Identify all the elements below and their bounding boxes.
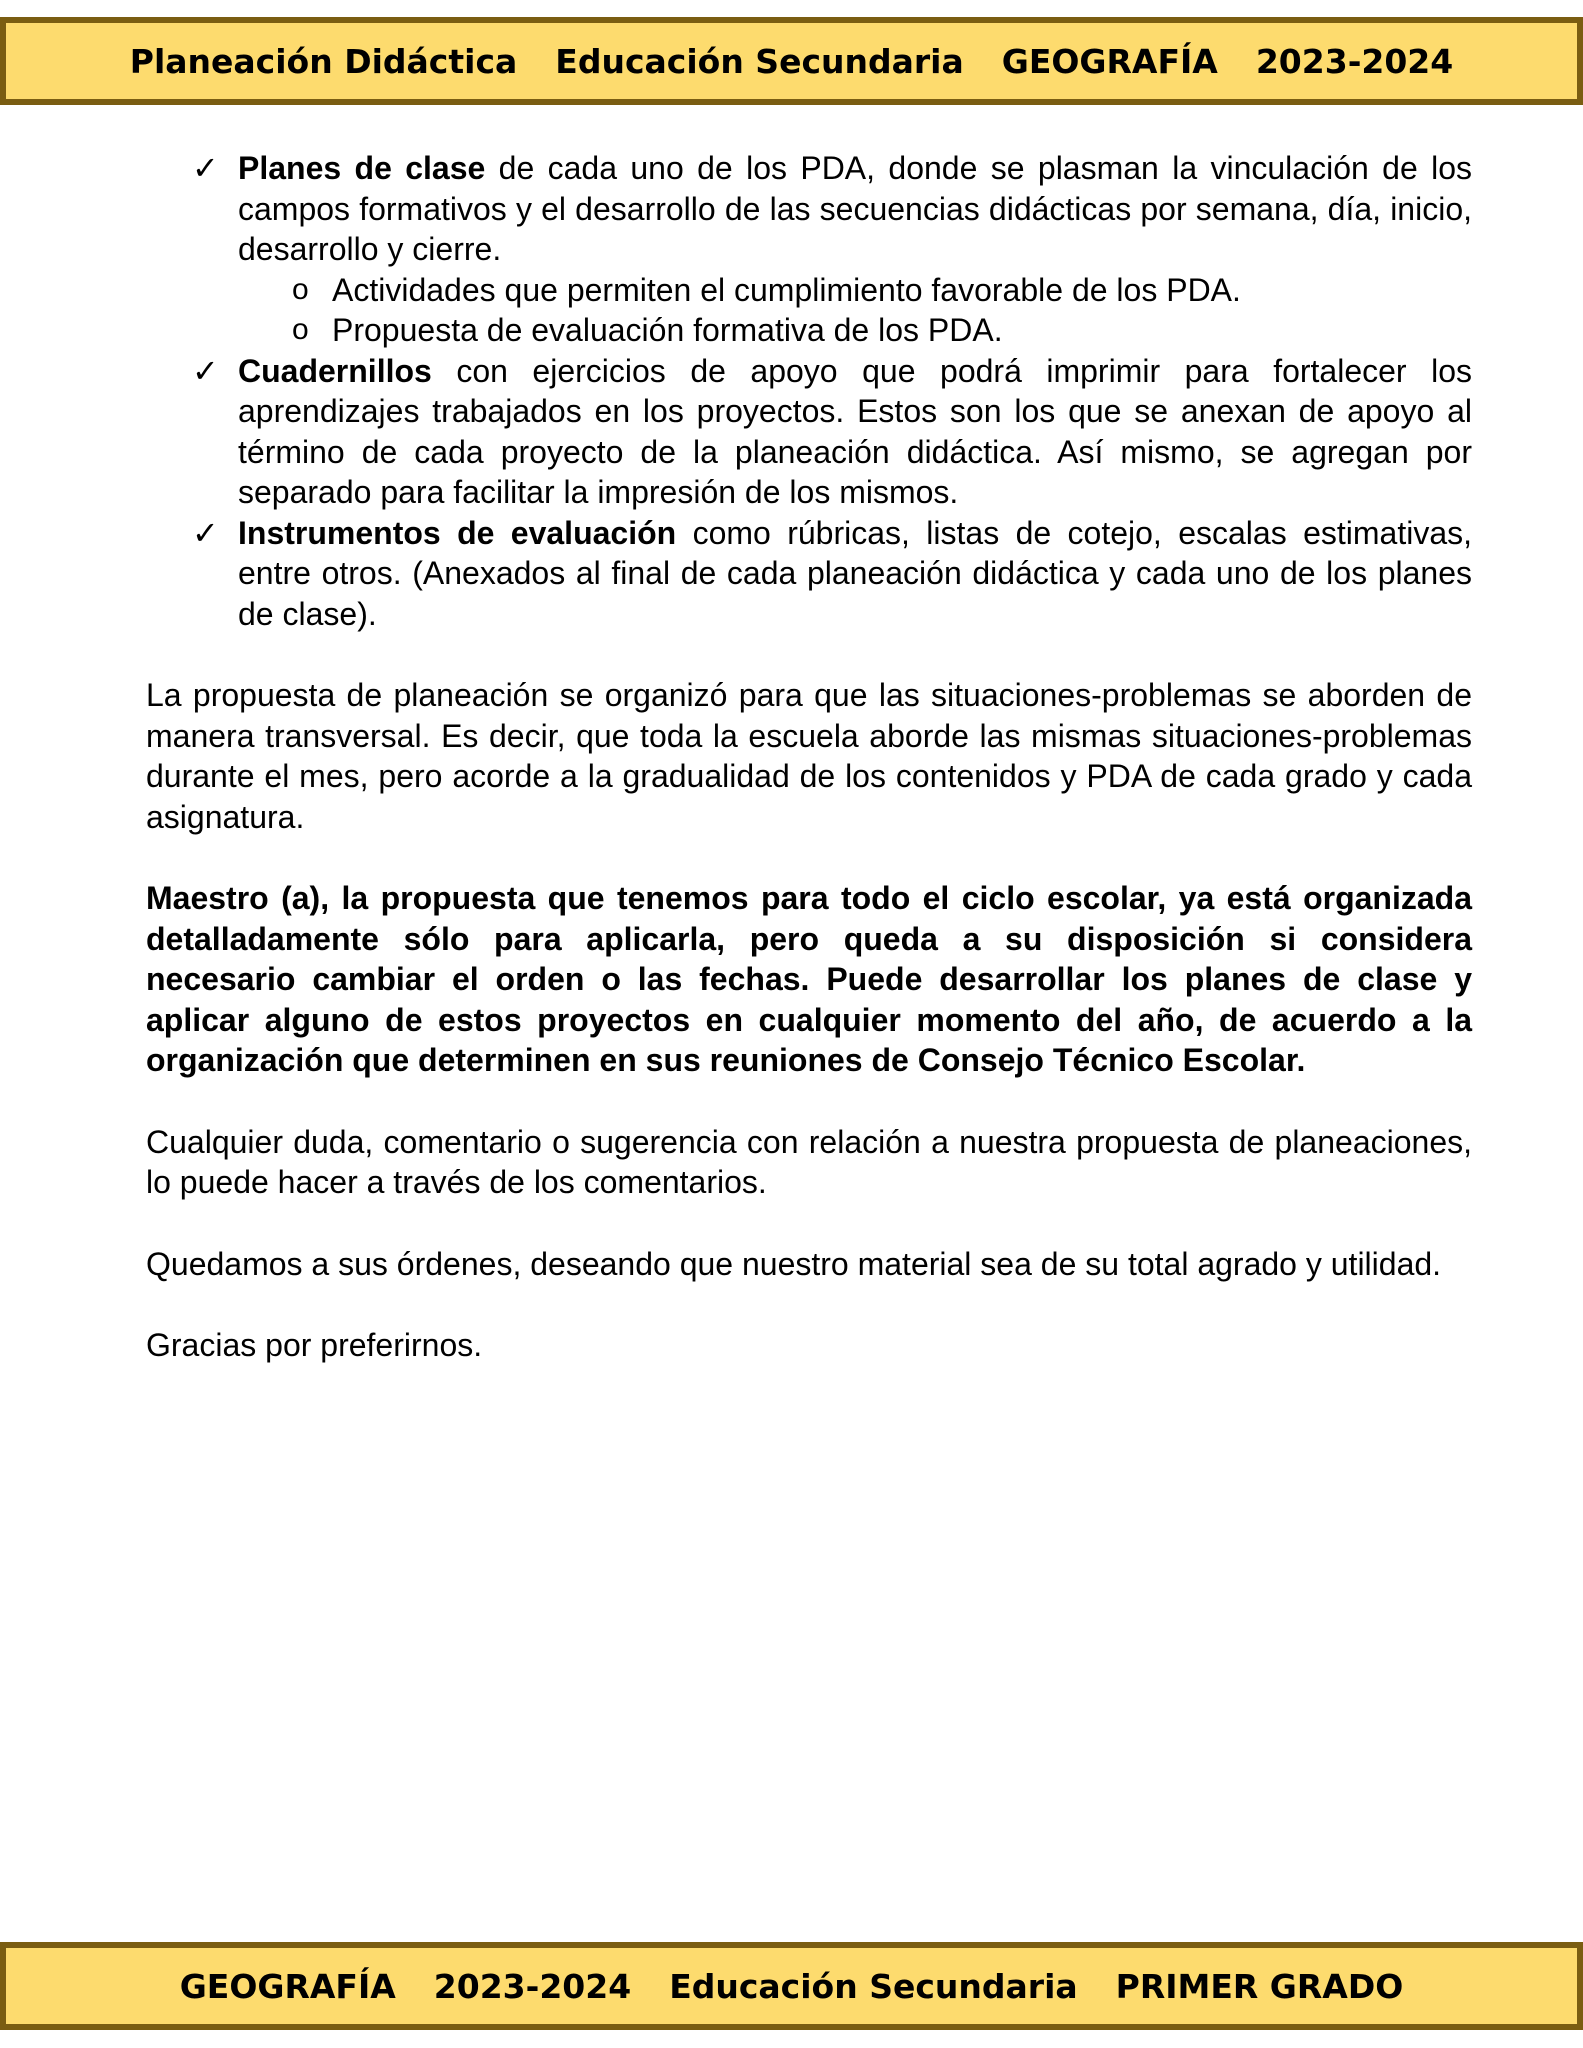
header-subject: GEOGRAFÍA	[1001, 41, 1218, 81]
sub-list-item	[238, 270, 1472, 311]
footer-grade: PRIMER GRADO	[1115, 1966, 1404, 2006]
footer-year: 2023-2024	[433, 1966, 632, 2006]
sub-item-text: Actividades que permiten el cumplimiento favorable de los PDA.	[332, 271, 1241, 308]
item-text: con ejercicios de apoyo que podrá imprimir para fortalecer los aprendizajes trabajados en los proyectos. Estos son los que se anexan de apoyo al término de cada proyecto de la planeación didáctica. Así mismo, se agregan por separado para facilitar la impresión de los mismos.	[238, 352, 1472, 510]
header-level: Educación Secundaria	[555, 41, 964, 81]
list-item	[146, 513, 1472, 635]
page-header	[0, 17, 1583, 105]
item-text: como rúbricas, listas de cotejo, escalas estimativas, entre otros. (Anexados al final de cada planeación didáctica y cada uno de los planes de clase).	[238, 514, 1473, 632]
sub-list	[238, 270, 1472, 351]
check-mark-icon: ✓	[192, 514, 219, 551]
item-title: Cuadernillos	[238, 352, 432, 389]
checklist	[146, 148, 1472, 634]
sub-item-text: Propuesta de evaluación formativa de los PDA.	[332, 312, 1003, 348]
header-year: 2023-2024	[1255, 41, 1454, 81]
paragraph: Cualquier duda, comentario o sugerencia con relación a nuestra propuesta de planeaciones, lo puede hacer a través de los comentarios.	[146, 1123, 1472, 1200]
paragraph: La propuesta de planeación se organizó para que las situaciones-problemas se aborden de manera transversal. Es decir, que toda la escuela aborde las mismas situaciones-problemas durante el mes, pero acorde a la gradualidad de los contenidos y PDA de cada grado y cada asignatura.	[146, 677, 1472, 835]
header-title: Planeación Didáctica	[129, 41, 518, 81]
item-text: de cada uno de los PDA, donde se plasman la vinculación de los campos formativos y el desarrollo de las secuencias didácticas por semana, día, inicio, desarrollo y cierre.	[238, 150, 1472, 267]
circle-bullet-icon: o	[292, 313, 309, 346]
page-footer	[0, 1942, 1583, 2030]
document-body	[146, 148, 1472, 1366]
paragraph: Quedamos a sus órdenes, deseando que nuestro material sea de su total agrado y utilidad.	[146, 1245, 1442, 1282]
footer-level: Educación Secundaria	[669, 1966, 1078, 2006]
item-title: Planes de clase	[238, 150, 486, 186]
item-title: Instrumentos de evaluación	[238, 514, 677, 551]
footer-subject: GEOGRAFÍA	[179, 1966, 396, 2006]
sub-list-item	[238, 310, 1472, 351]
check-mark-icon: ✓	[192, 150, 219, 186]
circle-bullet-icon: o	[292, 272, 309, 306]
list-item	[146, 351, 1472, 513]
list-item	[146, 148, 1472, 351]
check-mark-icon: ✓	[192, 352, 219, 389]
bold-paragraph: Maestro (a), la propuesta que tenemos para todo el ciclo escolar, ya está organizada detalladamente sólo para aplicarla, pero queda a su disposición si considera necesario cambiar el orden o las fechas. Puede desarrollar los planes de clase y aplicar alguno de estos proyectos en cualquier momento del año, de acuerdo a la organización que determinen en sus reuniones de Consejo Técnico Escolar.	[146, 880, 1472, 1078]
paragraph: Gracias por preferirnos.	[146, 1327, 483, 1363]
